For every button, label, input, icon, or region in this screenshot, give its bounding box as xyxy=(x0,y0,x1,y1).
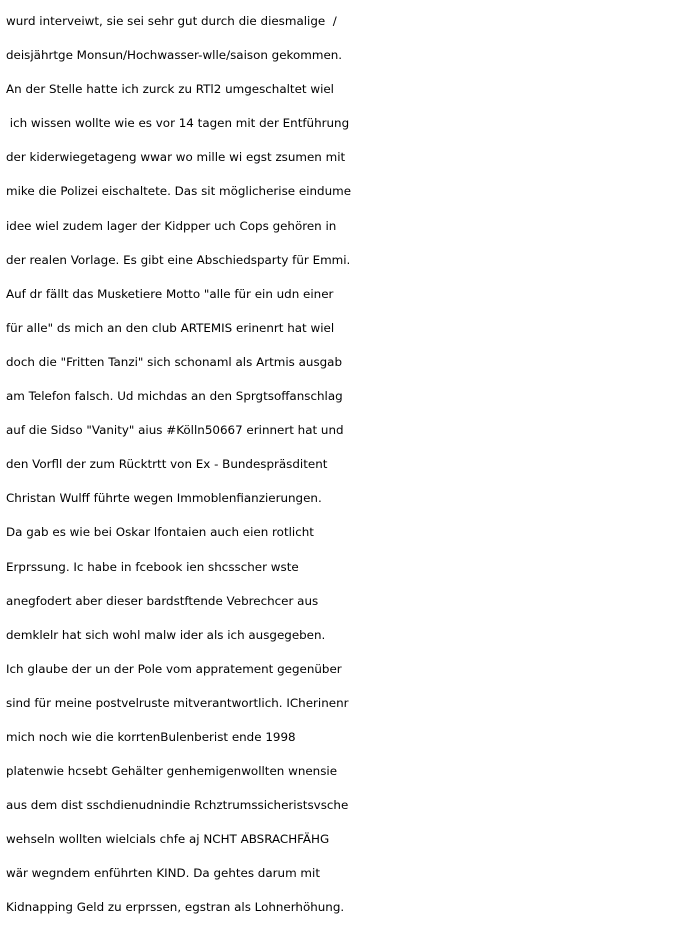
text-line: Erprssung. Ic habe in fcebook ien shcsscher wste xyxy=(6,559,299,574)
text-line: der realen Vorlage. Es gibt eine Abschiedsparty für Emmi. xyxy=(6,252,351,267)
text-line: doch die "Fritten Tanzi" sich schonaml als Artmis ausgab xyxy=(6,354,343,369)
text-line: auf die Sidso "Vanity" aius #Kölln50667 erinnert hat und xyxy=(6,423,344,438)
text-line: wehseln wollten wielcials chfe aj NCHT ABSRACHFÄHG xyxy=(6,832,330,847)
text-line: mich noch wie die korrtenBulenberist ende 1998 xyxy=(6,729,296,744)
text-line: deisjährtge Monsun/Hochwasser-wlle/saison gekommen. xyxy=(6,48,343,63)
text-line: den Vorfll der zum Rücktrtt von Ex - Bundespräsditent xyxy=(6,457,328,472)
text-line: wurd interveiwt, sie sei sehr gut durch die diesmalige / xyxy=(6,14,337,28)
text-line: für alle" ds mich an den club ARTEMIS erinenrt hat wiel xyxy=(6,320,335,335)
text-line: idee wiel zudem lager der Kidpper uch Cops gehören in xyxy=(6,218,337,233)
text-line: Auf dr fällt das Musketiere Motto "alle für ein udn einer xyxy=(6,286,334,301)
text-line: platenwie hcsebt Gehälter genhemigenwollten wnensie xyxy=(6,764,338,779)
text-line: Da gab es wie bei Oskar lfontaien auch eien rotlicht xyxy=(6,525,314,540)
text-line: mike die Polizei eischaltete. Das sit möglicherise eindume xyxy=(6,184,352,199)
text-line: Ich glaube der un der Pole vom appratement gegenüber xyxy=(6,661,342,676)
text-line: anegfodert aber dieser bardstftende Vebrechcer aus xyxy=(6,593,319,608)
text-line: Christan Wulff führte wegen Immoblenfianzierungen. xyxy=(6,491,322,506)
document-text xyxy=(6,4,682,925)
text-line: An der Stelle hatte ich zurck zu RTl2 umgeschaltet wiel xyxy=(6,82,334,97)
text-line: wär wegndem enführten KIND. Da gehtes darum mit xyxy=(6,866,320,881)
text-line: demklelr hat sich wohl malw ider als ich ausgegeben. xyxy=(6,627,326,642)
text-line: am Telefon falsch. Ud michdas an den Sprgtsoffanschlag xyxy=(6,389,343,404)
text-line: ich wissen wollte wie es vor 14 tagen mit der Entführung xyxy=(6,116,350,131)
text-line: aus dem dist sschdienudnindie Rchztrumssicheristsvsche xyxy=(6,798,349,813)
text-line: sind für meine postvelruste mitverantwortlich. ICherinenr xyxy=(6,695,349,710)
text-line: Kidnapping Geld zu erprssen, egstran als Lohnerhöhung. xyxy=(6,900,345,915)
text-line: der kiderwiegetageng wwar wo mille wi egst zsumen mit xyxy=(6,150,346,165)
